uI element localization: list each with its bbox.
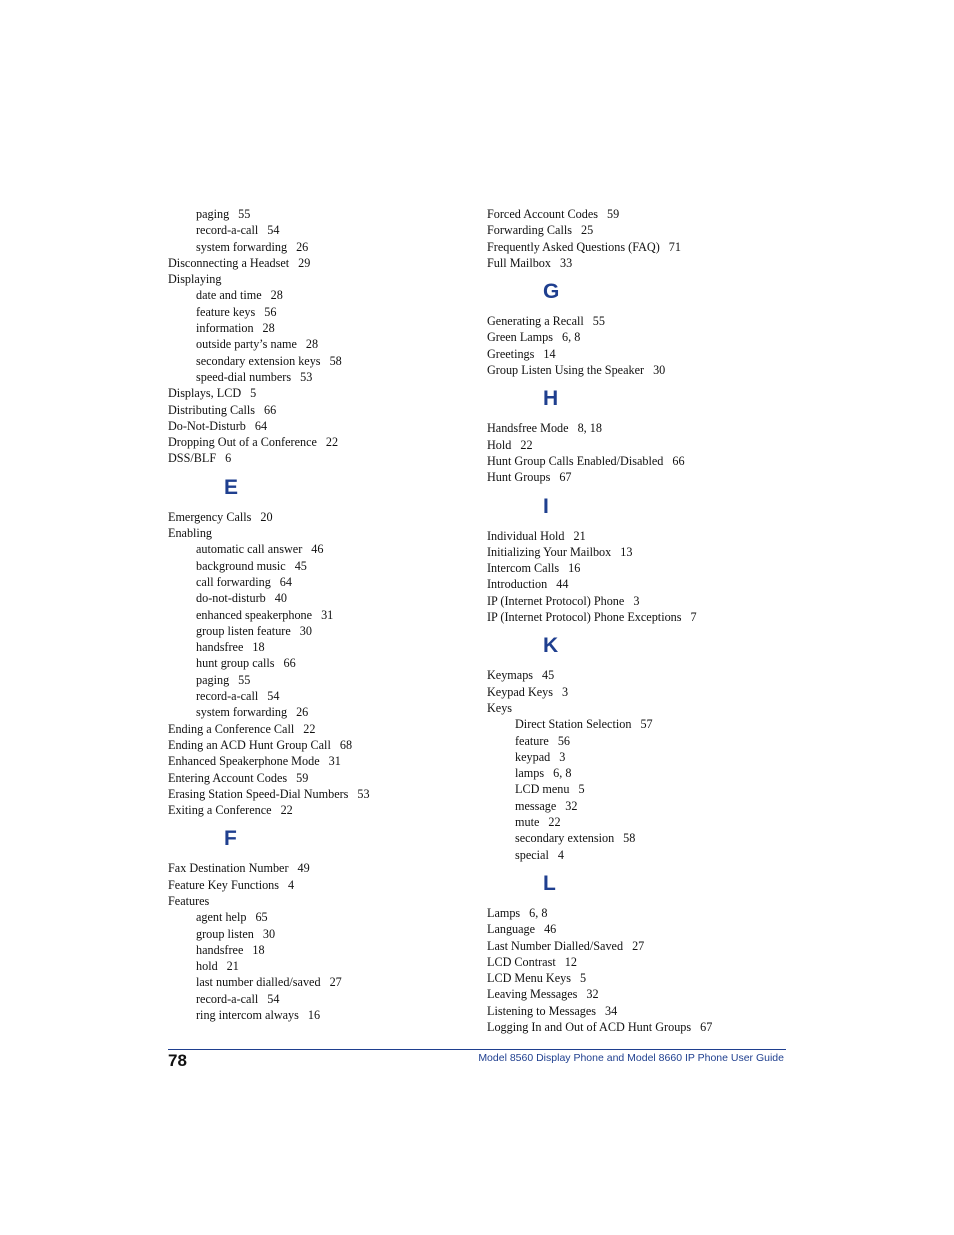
index-entry — [487, 576, 787, 592]
index-page-ref: 26 — [296, 705, 309, 720]
index-page-ref: 5 — [250, 386, 257, 401]
index-term: record-a-call — [196, 991, 259, 1006]
index-term: record-a-call — [196, 689, 259, 704]
index-entry — [487, 329, 787, 345]
index-page-ref: 53 — [300, 369, 313, 384]
index-page-ref: 45 — [294, 558, 307, 573]
index-page-ref: 5 — [579, 971, 587, 986]
index-subentry — [168, 206, 458, 222]
section-letter: K — [543, 634, 559, 658]
index-term: Distributing Calls — [168, 402, 256, 417]
index-subentry — [487, 830, 787, 846]
index-subentry — [487, 798, 787, 814]
index-term: hold — [196, 959, 218, 974]
index-entry — [487, 921, 787, 937]
index-subentry — [168, 909, 458, 925]
index-entry — [487, 528, 787, 544]
index-subentry — [168, 239, 458, 255]
index-page-ref: 13 — [620, 544, 633, 559]
index-subentry — [168, 222, 458, 238]
index-term: Individual Hold — [487, 528, 565, 543]
index-page-ref: 30 — [262, 926, 276, 941]
index-page-ref: 32 — [565, 798, 578, 813]
index-entry — [168, 737, 458, 753]
index-page-ref: 68 — [339, 737, 353, 752]
index-term: Ending an ACD Hunt Group Call — [168, 737, 331, 752]
index-term: feature keys — [196, 304, 256, 319]
index-entry — [487, 313, 787, 329]
index-subentry — [168, 1007, 458, 1023]
index-subentry — [487, 847, 787, 863]
index-entry — [487, 560, 787, 576]
index-entry — [168, 450, 458, 466]
index-page-ref: 53 — [357, 786, 370, 801]
index-entry — [487, 700, 787, 716]
index-subentry — [168, 353, 458, 369]
index-subentry — [168, 974, 458, 990]
index-term: mute — [515, 815, 540, 830]
index-page-ref: 4 — [557, 847, 564, 862]
index-entry — [168, 434, 458, 450]
index-term: secondary extension — [515, 831, 615, 846]
index-page-ref: 54 — [267, 991, 280, 1006]
index-term: agent help — [196, 910, 247, 925]
index-page-ref: 20 — [260, 509, 273, 524]
index-term: Keymaps — [487, 668, 534, 683]
index-entry — [487, 593, 787, 609]
index-page-ref: 31 — [321, 607, 334, 622]
index-page-ref: 18 — [252, 640, 265, 655]
index-subentry — [168, 672, 458, 688]
index-term: Erasing Station Speed-Dial Numbers — [168, 786, 349, 801]
index-subentry — [168, 639, 458, 655]
index-term: Entering Account Codes — [168, 770, 288, 785]
index-term: Direct Station Selection — [515, 717, 632, 732]
index-term: Handsfree Mode — [487, 421, 569, 436]
index-entry — [487, 255, 787, 271]
index-page-ref: 66 — [264, 402, 277, 417]
index-term: Keypad Keys — [487, 684, 553, 699]
index-page-ref: 67 — [700, 1019, 713, 1034]
index-entry — [487, 206, 787, 222]
index-page-ref: 49 — [297, 861, 310, 876]
index-term: date and time — [196, 288, 262, 303]
footer-rule — [168, 1049, 786, 1050]
index-term: Hold — [487, 437, 512, 452]
index-page-ref: 59 — [296, 770, 309, 785]
index-subentry — [168, 991, 458, 1007]
index-page-ref: 3 — [559, 749, 566, 764]
index-page-ref: 22 — [325, 435, 339, 450]
index-term: Logging In and Out of ACD Hunt Groups — [487, 1019, 692, 1034]
index-entry — [487, 938, 787, 954]
index-term: Lamps — [487, 905, 521, 920]
index-page-ref: 30 — [299, 623, 312, 638]
index-subentry — [168, 926, 458, 942]
index-term: special — [515, 847, 549, 862]
index-term: paging — [196, 207, 230, 221]
index-page-ref: 12 — [564, 954, 577, 969]
index-subentry — [168, 704, 458, 720]
index-page-ref: 14 — [543, 346, 556, 361]
index-term: Listening to Messages — [487, 1003, 596, 1018]
index-entry — [487, 609, 787, 625]
index-entry — [168, 877, 458, 893]
index-page-ref: 22 — [303, 721, 316, 736]
index-entry — [487, 420, 787, 436]
index-page-ref: 26 — [296, 239, 309, 254]
index-term: Fax Destination Number — [168, 861, 289, 876]
index-page-ref: 55 — [592, 314, 605, 329]
index-entry — [487, 362, 787, 378]
index-subentry — [168, 304, 458, 320]
footer-title: Model 8560 Display Phone and Model 8660 IP Phone User Guide — [478, 1052, 784, 1064]
index-entry — [487, 453, 787, 469]
index-term: handsfree — [196, 942, 244, 957]
index-term: IP (Internet Protocol) Phone Exceptions — [487, 610, 682, 625]
index-entry — [168, 402, 458, 418]
index-page-ref: 64 — [254, 418, 268, 433]
section-letter: H — [543, 387, 559, 411]
index-page-ref: 22 — [280, 803, 293, 818]
index-entry — [487, 239, 787, 255]
index-page-ref: 46 — [544, 922, 557, 937]
index-entry — [487, 1019, 787, 1035]
index-term: Exiting a Conference — [168, 803, 272, 818]
index-subentry — [168, 369, 458, 385]
index-page-ref: 6 — [225, 451, 232, 466]
index-entry — [487, 437, 787, 453]
index-subentry — [168, 688, 458, 704]
index-page-ref: 28 — [270, 288, 283, 303]
index-page-ref: 67 — [559, 470, 572, 485]
index-page-ref: 66 — [672, 453, 685, 468]
index-term: system forwarding — [196, 705, 288, 720]
index-page-ref: 71 — [668, 239, 681, 254]
index-page-ref: 22 — [520, 437, 533, 452]
index-entry — [487, 667, 787, 683]
index-subentry — [487, 733, 787, 749]
index-page-ref: 46 — [311, 542, 324, 557]
index-page-ref: 40 — [274, 591, 287, 606]
index-term: Group Listen Using the Speaker — [487, 363, 645, 378]
index-entry — [487, 544, 787, 560]
index-entry — [168, 893, 458, 909]
index-entry — [487, 1003, 787, 1019]
index-page-ref: 22 — [548, 815, 561, 830]
index-subentry — [487, 781, 787, 797]
index-entry — [168, 860, 458, 876]
index-page-ref: 65 — [255, 910, 268, 925]
index-subentry — [168, 541, 458, 557]
index-entry — [487, 469, 787, 485]
index-term: LCD menu — [515, 782, 570, 797]
index-page-ref: 66 — [283, 656, 296, 671]
index-term: Intercom Calls — [487, 561, 560, 576]
section-letter: E — [224, 475, 239, 499]
index-term: Ending a Conference Call — [168, 721, 295, 736]
index-term: paging — [196, 672, 230, 687]
index-term: Features — [168, 893, 210, 908]
index-term: Do-Not-Disturb — [168, 418, 246, 433]
index-term: ring intercom always — [196, 1008, 299, 1023]
index-term: enhanced speakerphone — [196, 607, 313, 622]
index-subentry — [168, 942, 458, 958]
index-page-ref: 6, 8 — [529, 905, 548, 920]
index-page-ref: 58 — [329, 353, 342, 368]
index-subentry — [487, 716, 787, 732]
index-page-ref: 32 — [586, 987, 599, 1002]
index-page-ref: 21 — [226, 959, 239, 974]
index-term: Generating a Recall — [487, 314, 584, 329]
index-page-ref: 27 — [329, 975, 342, 990]
index-term: group listen feature — [196, 623, 291, 638]
index-entry — [168, 802, 458, 818]
index-entry — [168, 418, 458, 434]
index-page-ref: 59 — [607, 207, 620, 221]
index-term: DSS/BLF — [168, 451, 217, 466]
index-term: Displaying — [168, 272, 222, 287]
index-subentry — [487, 765, 787, 781]
index-entry — [168, 509, 458, 525]
index-column-left — [168, 206, 458, 1023]
index-term: handsfree — [196, 640, 244, 655]
index-subentry — [168, 320, 458, 336]
index-term: Greetings — [487, 346, 535, 361]
index-page-ref: 28 — [262, 321, 275, 336]
index-term: Feature Key Functions — [168, 877, 280, 892]
index-page-ref: 30 — [653, 363, 666, 378]
index-page-ref: 7 — [690, 610, 697, 625]
index-page-ref: 25 — [580, 223, 594, 238]
index-term: Hunt Groups — [487, 470, 551, 485]
index-subentry — [168, 574, 458, 590]
index-entry — [168, 786, 458, 802]
index-page-ref: 3 — [633, 593, 640, 608]
index-term: background music — [196, 558, 286, 573]
section-letter: I — [543, 494, 549, 518]
index-term: do-not-disturb — [196, 591, 266, 606]
index-term: call forwarding — [196, 574, 271, 589]
index-term: LCD Contrast — [487, 954, 556, 969]
index-term: secondary extension keys — [196, 353, 321, 368]
index-column-right — [487, 206, 787, 1035]
index-term: lamps — [515, 766, 545, 781]
index-term: message — [515, 798, 557, 813]
index-entry — [168, 721, 458, 737]
index-term: LCD Menu Keys — [487, 971, 571, 986]
index-entry — [487, 346, 787, 362]
index-page-ref: 29 — [298, 255, 311, 270]
index-term: Frequently Asked Questions (FAQ) — [487, 239, 660, 254]
index-entry — [487, 684, 787, 700]
index-term: speed-dial numbers — [196, 369, 292, 384]
index-entry — [168, 525, 458, 541]
index-term: Hunt Group Calls Enabled/Disabled — [487, 453, 664, 468]
index-term: feature — [515, 733, 549, 748]
index-subentry — [168, 287, 458, 303]
index-subentry — [487, 814, 787, 830]
index-entry — [168, 770, 458, 786]
index-term: Keys — [487, 700, 513, 715]
index-term: Leaving Messages — [487, 987, 578, 1002]
index-page-ref: 4 — [288, 877, 295, 892]
index-page-ref: 28 — [305, 337, 319, 352]
index-page-ref: 8, 18 — [577, 421, 602, 436]
index-subentry — [168, 607, 458, 623]
index-term: Enabling — [168, 526, 213, 541]
index-term: Forwarding Calls — [487, 223, 572, 238]
index-entry — [168, 271, 458, 287]
index-entry — [168, 385, 458, 401]
index-term: Forced Account Codes — [487, 207, 599, 221]
index-entry — [168, 753, 458, 769]
index-term: Introduction — [487, 577, 548, 592]
index-subentry — [168, 655, 458, 671]
index-subentry — [168, 958, 458, 974]
index-term: Initializing Your Mailbox — [487, 544, 612, 559]
index-term: keypad — [515, 749, 551, 764]
index-term: information — [196, 321, 254, 336]
index-page-ref: 44 — [556, 577, 569, 592]
index-page-ref: 31 — [328, 754, 341, 769]
index-page-ref: 6, 8 — [553, 766, 572, 781]
index-page-ref: 58 — [623, 831, 636, 846]
page-number: 78 — [168, 1051, 187, 1070]
index-term: Language — [487, 922, 536, 937]
index-term: group listen — [196, 926, 254, 941]
index-page-ref: 54 — [267, 223, 280, 238]
index-page-ref: 18 — [252, 942, 265, 957]
index-term: Dropping Out of a Conference — [168, 435, 317, 450]
index-subentry — [168, 623, 458, 639]
index-term: system forwarding — [196, 239, 288, 254]
index-term: last number dialled/saved — [196, 975, 321, 990]
index-term: Full Mailbox — [487, 255, 551, 270]
index-term: IP (Internet Protocol) Phone — [487, 593, 625, 608]
index-page-ref: 33 — [560, 255, 573, 270]
index-entry — [487, 222, 787, 238]
index-term: record-a-call — [196, 223, 259, 238]
index-page-ref: 16 — [568, 561, 581, 576]
index-page-ref: 21 — [573, 528, 586, 543]
index-page-ref: 55 — [238, 207, 251, 221]
index-page-ref: 27 — [632, 938, 645, 953]
index-term: Displays, LCD — [168, 386, 242, 401]
index-entry — [487, 954, 787, 970]
index-term: hunt group calls — [196, 656, 275, 671]
section-letter: L — [543, 871, 556, 895]
index-entry — [487, 986, 787, 1002]
index-term: outside party’s name — [196, 337, 297, 352]
index-page-ref: 45 — [542, 668, 555, 683]
index-page-ref: 3 — [562, 684, 569, 699]
section-letter: F — [224, 827, 237, 851]
index-page-ref: 57 — [640, 717, 653, 732]
index-page-ref: 5 — [578, 782, 585, 797]
index-page-ref: 6, 8 — [562, 330, 581, 345]
index-subentry — [168, 558, 458, 574]
index-term: Disconnecting a Headset — [168, 255, 290, 270]
section-letter: G — [543, 280, 560, 304]
index-subentry — [487, 749, 787, 765]
index-term: automatic call answer — [196, 542, 303, 557]
index-page-ref: 34 — [605, 1003, 618, 1018]
index-term: Green Lamps — [487, 330, 553, 345]
index-page-ref: 54 — [267, 689, 280, 704]
index-entry — [487, 970, 787, 986]
index-page-ref: 56 — [557, 733, 571, 748]
index-page-ref: 55 — [238, 672, 251, 687]
index-term: Emergency Calls — [168, 509, 252, 524]
index-subentry — [168, 336, 458, 352]
index-term: Last Number Dialled/Saved — [487, 938, 624, 953]
index-page-ref: 64 — [279, 574, 292, 589]
index-page-ref: 16 — [307, 1008, 321, 1023]
index-subentry — [168, 590, 458, 606]
index-term: Enhanced Speakerphone Mode — [168, 754, 320, 769]
index-entry — [487, 905, 787, 921]
index-entry — [168, 255, 458, 271]
index-page-ref: 56 — [264, 304, 277, 319]
